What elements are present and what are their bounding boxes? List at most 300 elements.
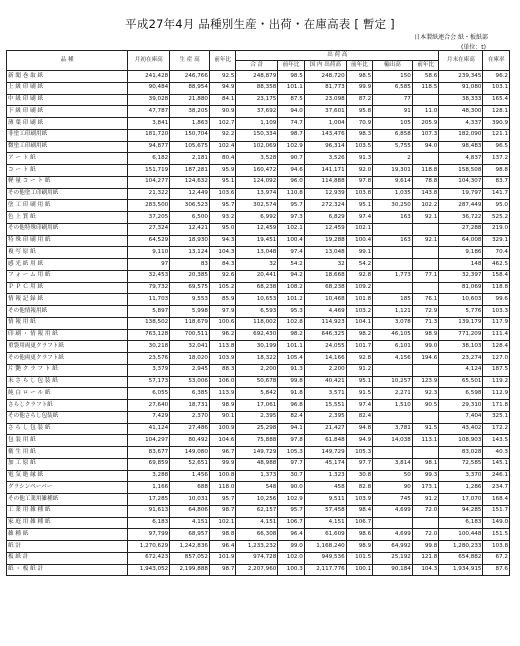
table-cell: 234.7 bbox=[483, 482, 510, 494]
table-row bbox=[7, 71, 510, 83]
table-cell: 160,472 bbox=[236, 165, 278, 177]
table-cell: 173.1 bbox=[412, 482, 438, 494]
table-cell: 75,888 bbox=[236, 435, 278, 447]
table-row bbox=[7, 165, 510, 177]
table-cell: 52,651 bbox=[170, 458, 210, 470]
table-cell: 93.2 bbox=[209, 212, 235, 224]
table-cell: 98.7 bbox=[209, 564, 235, 576]
header-export-yoy: 前年比 bbox=[412, 61, 438, 71]
table-cell: 27,288 bbox=[439, 223, 483, 235]
table-cell: 20,385 bbox=[170, 270, 210, 282]
table-cell: 46,105 bbox=[373, 329, 413, 341]
table-cell: 94.9 bbox=[209, 82, 235, 94]
table-row bbox=[7, 247, 510, 259]
table-cell: 69,859 bbox=[128, 458, 170, 470]
table-cell: 6,829 bbox=[304, 212, 346, 224]
table-cell: 48,988 bbox=[236, 458, 278, 470]
table-cell: 283,500 bbox=[128, 200, 170, 212]
table-cell bbox=[412, 223, 438, 235]
table-cell: 149,080 bbox=[170, 447, 210, 459]
table-cell: 118,002 bbox=[236, 317, 278, 329]
table-cell: 4,151 bbox=[170, 517, 210, 529]
table-cell: 82.4 bbox=[278, 411, 304, 423]
row-label: 特 殊 印 刷 用 紙 bbox=[7, 235, 128, 247]
table-cell: 2,945 bbox=[170, 364, 210, 376]
row-label: 中 級 印 刷 紙 bbox=[7, 94, 128, 106]
table-cell: 20,441 bbox=[236, 270, 278, 282]
table-cell: 70.9 bbox=[346, 118, 372, 130]
table-row bbox=[7, 411, 510, 423]
table-cell: 1,233,232 bbox=[236, 541, 278, 553]
table-cell bbox=[412, 447, 438, 459]
row-label: 情 報 記 録 紙 bbox=[7, 294, 128, 306]
table-cell: 96.0 bbox=[278, 176, 304, 188]
table-cell: 50 bbox=[373, 470, 413, 482]
table-cell: 117.9 bbox=[483, 317, 510, 329]
table-cell: 19,288 bbox=[304, 235, 346, 247]
table-cell: 688 bbox=[170, 482, 210, 494]
table-cell: 98.7 bbox=[278, 129, 304, 141]
table-cell: 123.9 bbox=[412, 376, 438, 388]
header-month-end-inventory: 月末在庫高 bbox=[439, 51, 483, 71]
table-cell: 646,325 bbox=[304, 329, 346, 341]
table-row bbox=[7, 541, 510, 553]
table-cell bbox=[412, 282, 438, 294]
table-cell: 81,773 bbox=[304, 82, 346, 94]
table-cell: 9,553 bbox=[170, 294, 210, 306]
table-cell: 6,992 bbox=[236, 212, 278, 224]
table-row bbox=[7, 364, 510, 376]
table-cell: 100.6 bbox=[209, 317, 235, 329]
table-cell: 121.1 bbox=[483, 129, 510, 141]
table-cell: 90.9 bbox=[209, 106, 235, 118]
table-cell: 1,004 bbox=[304, 118, 346, 130]
table-row bbox=[7, 529, 510, 541]
table-cell: 50,678 bbox=[236, 376, 278, 388]
table-cell: 82.4 bbox=[346, 411, 372, 423]
table-cell: 36,722 bbox=[439, 212, 483, 224]
table-cell bbox=[412, 517, 438, 529]
table-cell: 17,061 bbox=[236, 400, 278, 412]
table-cell: 949,536 bbox=[304, 552, 346, 564]
table-cell: 87.5 bbox=[278, 94, 304, 106]
table-cell: 13,974 bbox=[236, 188, 278, 200]
table-cell: 2,207,960 bbox=[236, 564, 278, 576]
table-cell: 172.2 bbox=[483, 423, 510, 435]
table-cell: 82.8 bbox=[346, 482, 372, 494]
table-cell: 6,385 bbox=[170, 388, 210, 400]
table-cell: 102.1 bbox=[346, 223, 372, 235]
table-cell: 165.4 bbox=[483, 94, 510, 106]
table-cell: 18,020 bbox=[170, 353, 210, 365]
table-cell: 81,069 bbox=[439, 282, 483, 294]
table-cell: 143.5 bbox=[483, 435, 510, 447]
table-cell: 92.2 bbox=[209, 129, 235, 141]
table-cell: 92.1 bbox=[412, 212, 438, 224]
table-cell: 458 bbox=[304, 482, 346, 494]
table-cell: 248,720 bbox=[304, 71, 346, 83]
row-label: 上 級 印 刷 紙 bbox=[7, 82, 128, 94]
table-cell: 102.1 bbox=[278, 223, 304, 235]
table-row bbox=[7, 153, 510, 165]
table-cell: 98.1 bbox=[412, 458, 438, 470]
table-cell: 96.4 bbox=[278, 529, 304, 541]
table-cell: 1,373 bbox=[236, 470, 278, 482]
table-cell: 101.2 bbox=[278, 294, 304, 306]
table-cell: 5,897 bbox=[128, 306, 170, 318]
table-cell: 102.7 bbox=[209, 118, 235, 130]
table-cell: 80.4 bbox=[209, 153, 235, 165]
table-cell: 3,370 bbox=[439, 470, 483, 482]
table-cell: 92.5 bbox=[209, 71, 235, 83]
table-cell: 95.7 bbox=[209, 200, 235, 212]
table-cell: 91,613 bbox=[128, 505, 170, 517]
table-cell: 102.0 bbox=[278, 552, 304, 564]
table-cell: 48,300 bbox=[439, 106, 483, 118]
table-cell: 137.2 bbox=[483, 153, 510, 165]
table-cell: 78.8 bbox=[412, 176, 438, 188]
table-row bbox=[7, 505, 510, 517]
table-cell: 99.8 bbox=[278, 376, 304, 388]
table-cell: 5,842 bbox=[236, 388, 278, 400]
table-cell: 763,128 bbox=[128, 329, 170, 341]
table-cell: 128.1 bbox=[483, 106, 510, 118]
table-cell: 43,402 bbox=[439, 423, 483, 435]
table-cell: 974,728 bbox=[236, 552, 278, 564]
table-cell: 94.8 bbox=[346, 423, 372, 435]
table-cell: 96.4 bbox=[209, 541, 235, 553]
table-cell: 112.9 bbox=[483, 388, 510, 400]
table-row bbox=[7, 129, 510, 141]
table-cell: 151.5 bbox=[483, 529, 510, 541]
table-cell: 163 bbox=[373, 212, 413, 224]
table-cell: 74.7 bbox=[278, 118, 304, 130]
row-label: コ ー ト 紙 bbox=[7, 165, 128, 177]
table-cell: 91,080 bbox=[439, 82, 483, 94]
table-cell: 287,449 bbox=[439, 200, 483, 212]
table-cell: 32 bbox=[304, 259, 346, 271]
table-cell: 23,274 bbox=[439, 353, 483, 365]
table-cell: 111.4 bbox=[483, 329, 510, 341]
table-cell: 64,806 bbox=[170, 505, 210, 517]
table-cell: 1,323 bbox=[304, 470, 346, 482]
table-cell: 1,166 bbox=[128, 482, 170, 494]
table-cell: 99.9 bbox=[209, 458, 235, 470]
table-cell: 100.9 bbox=[209, 423, 235, 435]
table-cell: 88.3 bbox=[209, 364, 235, 376]
table-cell: 23,576 bbox=[128, 353, 170, 365]
table-cell: 37,205 bbox=[128, 212, 170, 224]
row-label: フ ォ ー ム 用 紙 bbox=[7, 270, 128, 282]
table-cell: 19,451 bbox=[236, 235, 278, 247]
table-cell: 92.8 bbox=[346, 353, 372, 365]
table-cell: 94.0 bbox=[412, 141, 438, 153]
table-cell: 141.7 bbox=[483, 188, 510, 200]
table-cell: 143,476 bbox=[304, 129, 346, 141]
table-cell: 102.9 bbox=[278, 494, 304, 506]
table-cell: 32,453 bbox=[128, 270, 170, 282]
table-cell: 113.1 bbox=[412, 435, 438, 447]
table-cell: 103.9 bbox=[209, 353, 235, 365]
table-cell: 325.1 bbox=[483, 411, 510, 423]
table-cell: 1,286 bbox=[439, 482, 483, 494]
table-row bbox=[7, 235, 510, 247]
table-cell: 114,888 bbox=[304, 176, 346, 188]
table-cell: 1,242,836 bbox=[170, 541, 210, 553]
row-label: 電 気 絶 縁 紙 bbox=[7, 470, 128, 482]
table-cell: 1,035 bbox=[373, 188, 413, 200]
header-total: 合 計 bbox=[236, 61, 278, 71]
table-cell: 1,168,240 bbox=[304, 541, 346, 553]
table-cell: 4,151 bbox=[236, 517, 278, 529]
table-cell: 6,585 bbox=[373, 82, 413, 94]
table-row bbox=[7, 317, 510, 329]
row-label: その他さらし包装紙 bbox=[7, 411, 128, 423]
table-cell: 105,675 bbox=[170, 141, 210, 153]
table-row bbox=[7, 341, 510, 353]
table-cell: 10,257 bbox=[373, 376, 413, 388]
table-cell: 84.3 bbox=[209, 259, 235, 271]
table-cell: 14,166 bbox=[304, 353, 346, 365]
table-cell: 2,200 bbox=[236, 364, 278, 376]
table-cell: 102.1 bbox=[209, 517, 235, 529]
table-cell: 103.6 bbox=[209, 188, 235, 200]
table-cell: 103.5 bbox=[346, 141, 372, 153]
table-cell: 94.6 bbox=[278, 165, 304, 177]
row-label: 塗 工 印 刷 用 紙 bbox=[7, 200, 128, 212]
table-cell: 98.6 bbox=[346, 529, 372, 541]
table-cell: 4,156 bbox=[373, 353, 413, 365]
row-label: 加 工 原 紙 bbox=[7, 458, 128, 470]
row-label: その他特殊印刷用紙 bbox=[7, 223, 128, 235]
table-cell: 85.9 bbox=[209, 294, 235, 306]
table-cell: 390.9 bbox=[483, 118, 510, 130]
table-cell: 4,699 bbox=[373, 505, 413, 517]
table-cell: 30,218 bbox=[128, 341, 170, 353]
table-cell bbox=[412, 153, 438, 165]
table-cell bbox=[373, 223, 413, 235]
table-cell: 14,038 bbox=[373, 435, 413, 447]
table-cell: 47,787 bbox=[128, 106, 170, 118]
table-row bbox=[7, 494, 510, 506]
table-cell: 99.6 bbox=[483, 294, 510, 306]
table-cell: 67.2 bbox=[483, 552, 510, 564]
table-row bbox=[7, 188, 510, 200]
table-cell: 45,174 bbox=[304, 458, 346, 470]
table-row bbox=[7, 564, 510, 576]
table-cell: 95.1 bbox=[346, 376, 372, 388]
table-cell: 118.0 bbox=[209, 482, 235, 494]
table-cell: 102,069 bbox=[236, 141, 278, 153]
table-row bbox=[7, 94, 510, 106]
table-cell: 3,526 bbox=[304, 153, 346, 165]
table-cell bbox=[412, 411, 438, 423]
table-cell: 90.0 bbox=[278, 482, 304, 494]
row-label: 雑 種 紙 bbox=[7, 529, 128, 541]
table-row bbox=[7, 423, 510, 435]
table-cell bbox=[373, 282, 413, 294]
table-cell: 7,429 bbox=[128, 411, 170, 423]
table-cell: 102.8 bbox=[278, 317, 304, 329]
table-cell: 6,182 bbox=[128, 153, 170, 165]
table-cell: 37,601 bbox=[304, 106, 346, 118]
table-cell: 138,502 bbox=[128, 317, 170, 329]
row-label: 紙 計 bbox=[7, 541, 128, 553]
row-label: 下 級 印 刷 紙 bbox=[7, 106, 128, 118]
table-row bbox=[7, 435, 510, 447]
table-cell bbox=[373, 411, 413, 423]
table-cell: 1,121 bbox=[373, 306, 413, 318]
table-cell: 100.4 bbox=[346, 235, 372, 247]
table-cell: 95.3 bbox=[278, 306, 304, 318]
table-cell: 104,297 bbox=[128, 435, 170, 447]
table-row bbox=[7, 552, 510, 564]
table-row bbox=[7, 200, 510, 212]
table-cell: 54.2 bbox=[278, 259, 304, 271]
table-cell: 83,028 bbox=[439, 447, 483, 459]
row-label: 非塗工印刷用紙 bbox=[7, 129, 128, 141]
table-cell: 83.7 bbox=[483, 176, 510, 188]
table-cell: 98.5 bbox=[346, 71, 372, 83]
table-cell: 92.8 bbox=[346, 270, 372, 282]
table-cell: 219.0 bbox=[483, 223, 510, 235]
table-cell: 83 bbox=[170, 259, 210, 271]
row-label: ア ー ト 紙 bbox=[7, 153, 128, 165]
table-row bbox=[7, 82, 510, 94]
table-cell: 248,879 bbox=[236, 71, 278, 83]
table-cell bbox=[373, 247, 413, 259]
header-export: 輸出高 bbox=[373, 61, 413, 71]
table-cell: 23,098 bbox=[304, 94, 346, 106]
table-cell: 96.8 bbox=[278, 400, 304, 412]
table-cell: 90.5 bbox=[412, 400, 438, 412]
table-cell: 72.0 bbox=[412, 505, 438, 517]
table-cell: 6,183 bbox=[439, 517, 483, 529]
table-cell: 5,755 bbox=[373, 141, 413, 153]
table-row bbox=[7, 306, 510, 318]
table-cell: 88,358 bbox=[236, 82, 278, 94]
table-cell: 13,124 bbox=[170, 247, 210, 259]
table-row bbox=[7, 270, 510, 282]
table-cell: 105 bbox=[373, 118, 413, 130]
table-cell: 98.5 bbox=[278, 71, 304, 83]
table-cell: 4,469 bbox=[304, 306, 346, 318]
table-cell: 32 bbox=[236, 259, 278, 271]
table-row bbox=[7, 212, 510, 224]
table-cell: 97.9 bbox=[209, 306, 235, 318]
table-cell: 6,055 bbox=[128, 388, 170, 400]
table-cell: 98.7 bbox=[209, 505, 235, 517]
table-cell: 25,298 bbox=[236, 423, 278, 435]
table-cell: 19,301 bbox=[373, 165, 413, 177]
header-inventory-ratio: 在庫率 bbox=[483, 51, 510, 71]
table-cell: 90 bbox=[373, 482, 413, 494]
row-label: 片 艶 ク ラ フ ト 紙 bbox=[7, 364, 128, 376]
table-cell: 87.6 bbox=[483, 564, 510, 576]
table-cell: 97.8 bbox=[278, 435, 304, 447]
table-cell: 108,903 bbox=[439, 435, 483, 447]
table-cell: 53,006 bbox=[170, 376, 210, 388]
table-cell: 100.4 bbox=[278, 235, 304, 247]
table-cell: 2,199,888 bbox=[170, 564, 210, 576]
table-cell: 3,814 bbox=[373, 458, 413, 470]
table-cell: 15,551 bbox=[304, 400, 346, 412]
header-production: 生 産 高 bbox=[170, 51, 210, 71]
table-cell: 13,048 bbox=[236, 247, 278, 259]
table-cell: 103.2 bbox=[346, 306, 372, 318]
table-cell: 12,459 bbox=[304, 223, 346, 235]
table-cell bbox=[373, 517, 413, 529]
table-cell: 40,421 bbox=[304, 376, 346, 388]
table-cell: 97.4 bbox=[346, 400, 372, 412]
table-cell: 37,692 bbox=[236, 106, 278, 118]
table-cell: 97.7 bbox=[346, 458, 372, 470]
table-cell: 57,458 bbox=[304, 505, 346, 517]
table-cell: 101.9 bbox=[209, 552, 235, 564]
row-label: 微塗工印刷用紙 bbox=[7, 141, 128, 153]
table-cell: 118,679 bbox=[170, 317, 210, 329]
table-cell: 30,250 bbox=[373, 200, 413, 212]
row-label: さ ら し 包 装 紙 bbox=[7, 423, 128, 435]
table-cell: 3,528 bbox=[236, 153, 278, 165]
table-cell: 98.9 bbox=[346, 541, 372, 553]
table-cell: 6,593 bbox=[236, 306, 278, 318]
row-label: 新 聞 巻 取 紙 bbox=[7, 71, 128, 83]
table-cell: 54.2 bbox=[346, 259, 372, 271]
table-cell: 124,632 bbox=[170, 176, 210, 188]
table-cell: 98.2 bbox=[278, 329, 304, 341]
table-cell: 95.1 bbox=[346, 200, 372, 212]
row-label: 重袋用両更クラフト紙 bbox=[7, 341, 128, 353]
table-cell: 65,501 bbox=[439, 376, 483, 388]
table-cell: 94.0 bbox=[278, 106, 304, 118]
table-cell: 12,421 bbox=[170, 223, 210, 235]
table-cell: 3,571 bbox=[304, 388, 346, 400]
table-cell: 18,930 bbox=[170, 235, 210, 247]
table-cell bbox=[412, 364, 438, 376]
table-cell: 101.5 bbox=[346, 552, 372, 564]
table-cell: 91.5 bbox=[346, 388, 372, 400]
table-cell: 38,205 bbox=[170, 106, 210, 118]
row-label: 印 刷 ・ 情 報 用 紙 bbox=[7, 329, 128, 341]
table-cell: 91.3 bbox=[346, 153, 372, 165]
table-cell: 3,288 bbox=[128, 470, 170, 482]
table-cell: 2 bbox=[373, 153, 413, 165]
table-cell: 194.6 bbox=[412, 353, 438, 365]
row-label: 未 さ ら し 包 装 紙 bbox=[7, 376, 128, 388]
table-cell: 118.8 bbox=[483, 282, 510, 294]
row-label: 衛 生 用 紙 bbox=[7, 447, 128, 459]
row-label: 工 業 用 雑 種 紙 bbox=[7, 505, 128, 517]
table-row bbox=[7, 482, 510, 494]
table-cell: 100.3 bbox=[278, 564, 304, 576]
table-cell: 90,184 bbox=[373, 564, 413, 576]
table-cell: 38,103 bbox=[439, 341, 483, 353]
table-cell: 127.0 bbox=[483, 353, 510, 365]
table-cell: 149,729 bbox=[304, 447, 346, 459]
table-cell: 58.6 bbox=[412, 71, 438, 83]
table-row bbox=[7, 141, 510, 153]
table-cell: 106.7 bbox=[346, 517, 372, 529]
table-cell: 110.8 bbox=[278, 188, 304, 200]
table-cell: 18,668 bbox=[304, 270, 346, 282]
table-cell: 4,124 bbox=[439, 364, 483, 376]
table-cell: 90.1 bbox=[209, 411, 235, 423]
table-cell: 88,954 bbox=[170, 82, 210, 94]
table-cell: 246.1 bbox=[483, 470, 510, 482]
table-cell: 99.1 bbox=[346, 247, 372, 259]
table-cell: 97 bbox=[128, 259, 170, 271]
